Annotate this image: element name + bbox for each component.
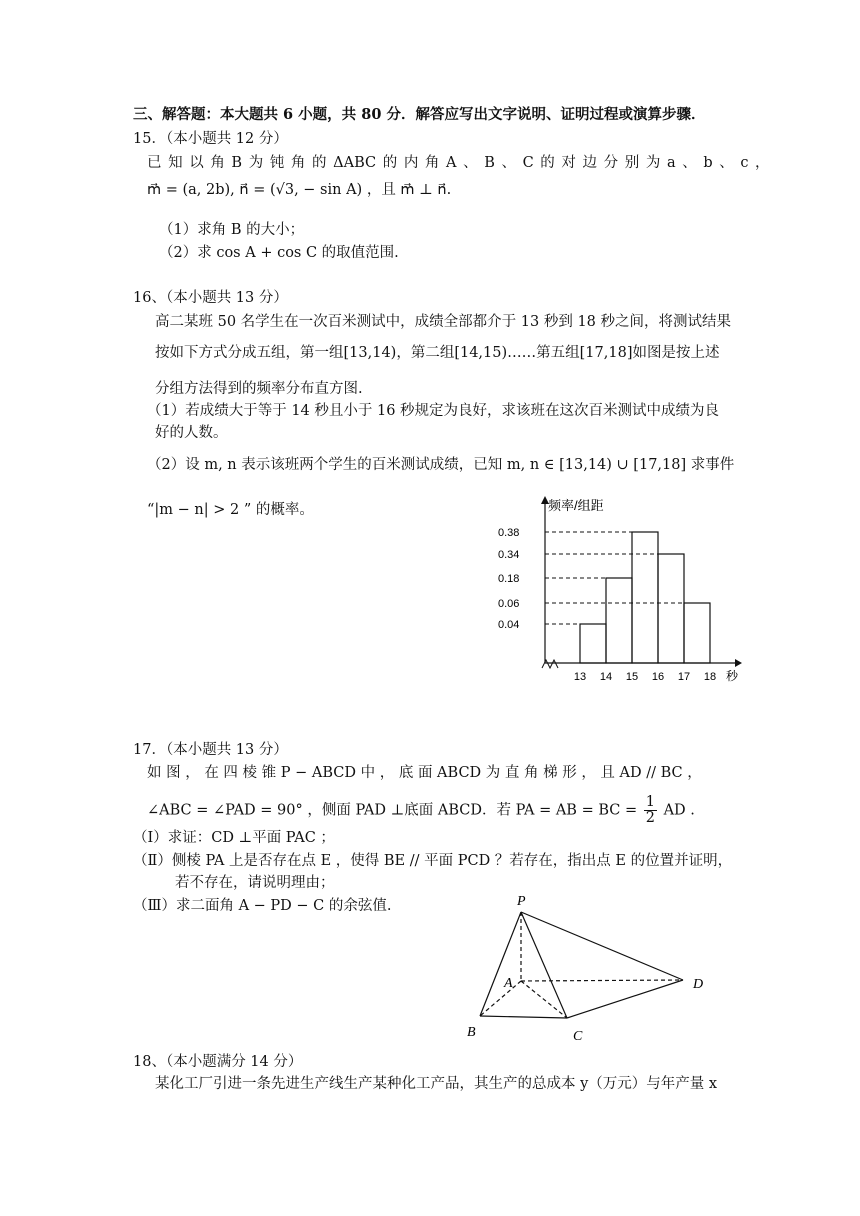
histogram-bar [580, 624, 606, 663]
fraction-numerator: 1 [645, 794, 655, 810]
problem-16-statement-2: 按如下方式分成五组，第一组[13,14)，第二组[14,15)……第五组[17,18]如图是按上述 [155, 345, 720, 361]
problem-18-header: 18、（本小题满分 14 分） [133, 1054, 303, 1070]
histogram-bar [658, 554, 684, 663]
problem-17-question-2b: 若不存在，请说明理由； [175, 875, 335, 891]
problem-16-statement-1: 高二某班 50 名学生在一次百米测试中，成绩全部都介于 13 秒到 18 秒之间，将测试结果 [155, 314, 732, 330]
x-axis-unit: 秒 [726, 669, 739, 683]
problem-16-question-2b: “|m − n| > 2 ” 的概率。 [147, 502, 314, 518]
histogram-bar [632, 532, 658, 663]
x-tick-label: 17 [677, 671, 691, 683]
edge-BC [480, 1016, 567, 1018]
vertex-label-C: C [573, 1029, 583, 1044]
y-tick-label: 0.38 [498, 527, 520, 539]
fraction-denominator: 2 [645, 810, 655, 826]
edge-PD [521, 912, 683, 980]
x-tick-label: 18 [703, 671, 717, 683]
y-tick-label: 0.18 [498, 573, 520, 585]
problem-17-question-2a: （Ⅱ）侧棱 PA 上是否存在点 E ，使得 BE // 平面 PCD ？若存在，指出点 E 的位置并证明， [133, 853, 733, 869]
problem-17-header: 17．（本小题共 13 分） [133, 742, 288, 758]
edge-AB [480, 981, 521, 1016]
problem-16-question-1b: 好的人数。 [155, 425, 228, 441]
problem-16-question-1a: （1）若成绩大于等于 14 秒且小于 16 秒规定为良好，求该班在这次百米测试中成绩为良 [147, 403, 720, 419]
problem-15-question-1: （1）求角 B 的大小； [159, 222, 305, 238]
edge-CD [567, 980, 683, 1018]
x-tick-label: 13 [573, 671, 587, 683]
vertex-label-B: B [467, 1025, 476, 1040]
x-tick-label: 15 [625, 671, 639, 683]
problem-17-question-1: （Ⅰ）求证：CD ⊥平面 PAC ； [133, 830, 335, 846]
pyramid-figure [455, 888, 725, 1048]
edge-AD [521, 980, 683, 981]
y-axis-label: 频率/组距 [548, 498, 604, 513]
problem-17-statement-1: 如 图 ， 在 四 棱 锥 P − ABCD 中 ， 底 面 ABCD 为 直 角 梯 形 ， 且 AD // BC ， [147, 765, 702, 781]
problem-18-statement-1: 某化工厂引进一条先进生产线生产某种化工产品，其生产的总成本 y（万元）与年产量 x [155, 1076, 718, 1092]
y-tick-label: 0.34 [498, 549, 520, 561]
problem-17-statement-2b: AD . [663, 802, 695, 819]
problem-17-question-3: （Ⅲ）求二面角 A − PD − C 的余弦值. [133, 898, 392, 914]
problem-15-statement-1: 已 知 以 角 B 为 钝 角 的 ΔABC 的 内 角 A 、 B 、 C 的 对 边 分 别 为 a 、 b 、 c ， [147, 155, 770, 171]
edge-AC [521, 981, 567, 1018]
frequency-histogram [490, 490, 750, 690]
problem-16-header: 16、（本小题共 13 分） [133, 290, 288, 306]
problem-15-statement-2: m⃗ = (a, 2b), n⃗ = (√3, − sin A) ，且 m⃗ ⊥ n⃗. [147, 182, 452, 198]
histogram-bar [684, 603, 710, 663]
vertex-label-A: A [504, 976, 513, 991]
x-axis-arrow [735, 659, 742, 667]
x-tick-label: 16 [651, 671, 665, 683]
edge-PB [480, 912, 521, 1016]
vertex-label-D: D [693, 977, 704, 992]
histogram-bar [606, 578, 632, 663]
vertex-label-P: P [517, 894, 526, 909]
problem-16-question-2a: （2）设 m, n 表示该班两个学生的百米测试成绩，已知 m, n ∈ [13,14) ∪ [17,18] 求事件 [147, 457, 735, 473]
problem-15-header: 15．（本小题共 12 分） [133, 131, 288, 147]
y-tick-label: 0.06 [498, 598, 520, 610]
problem-17-statement-2 [147, 795, 695, 826]
x-tick-label: 14 [599, 671, 613, 683]
problem-15-question-2: （2）求 cos A + cos C 的取值范围. [159, 245, 399, 261]
problem-17-statement-2a: ∠ABC = ∠PAD = 90° ，侧面 PAD ⊥底面 ABCD．若 PA = AB = BC = [147, 802, 638, 819]
fraction-half [644, 795, 657, 826]
problem-16-statement-3: 分组方法得到的频率分布直方图. [155, 381, 363, 397]
y-tick-label: 0.04 [498, 619, 520, 631]
section-heading: 三、解答题：本大题共 6 小题，共 80 分．解答应写出文字说明、证明过程或演算步骤． [133, 106, 706, 123]
